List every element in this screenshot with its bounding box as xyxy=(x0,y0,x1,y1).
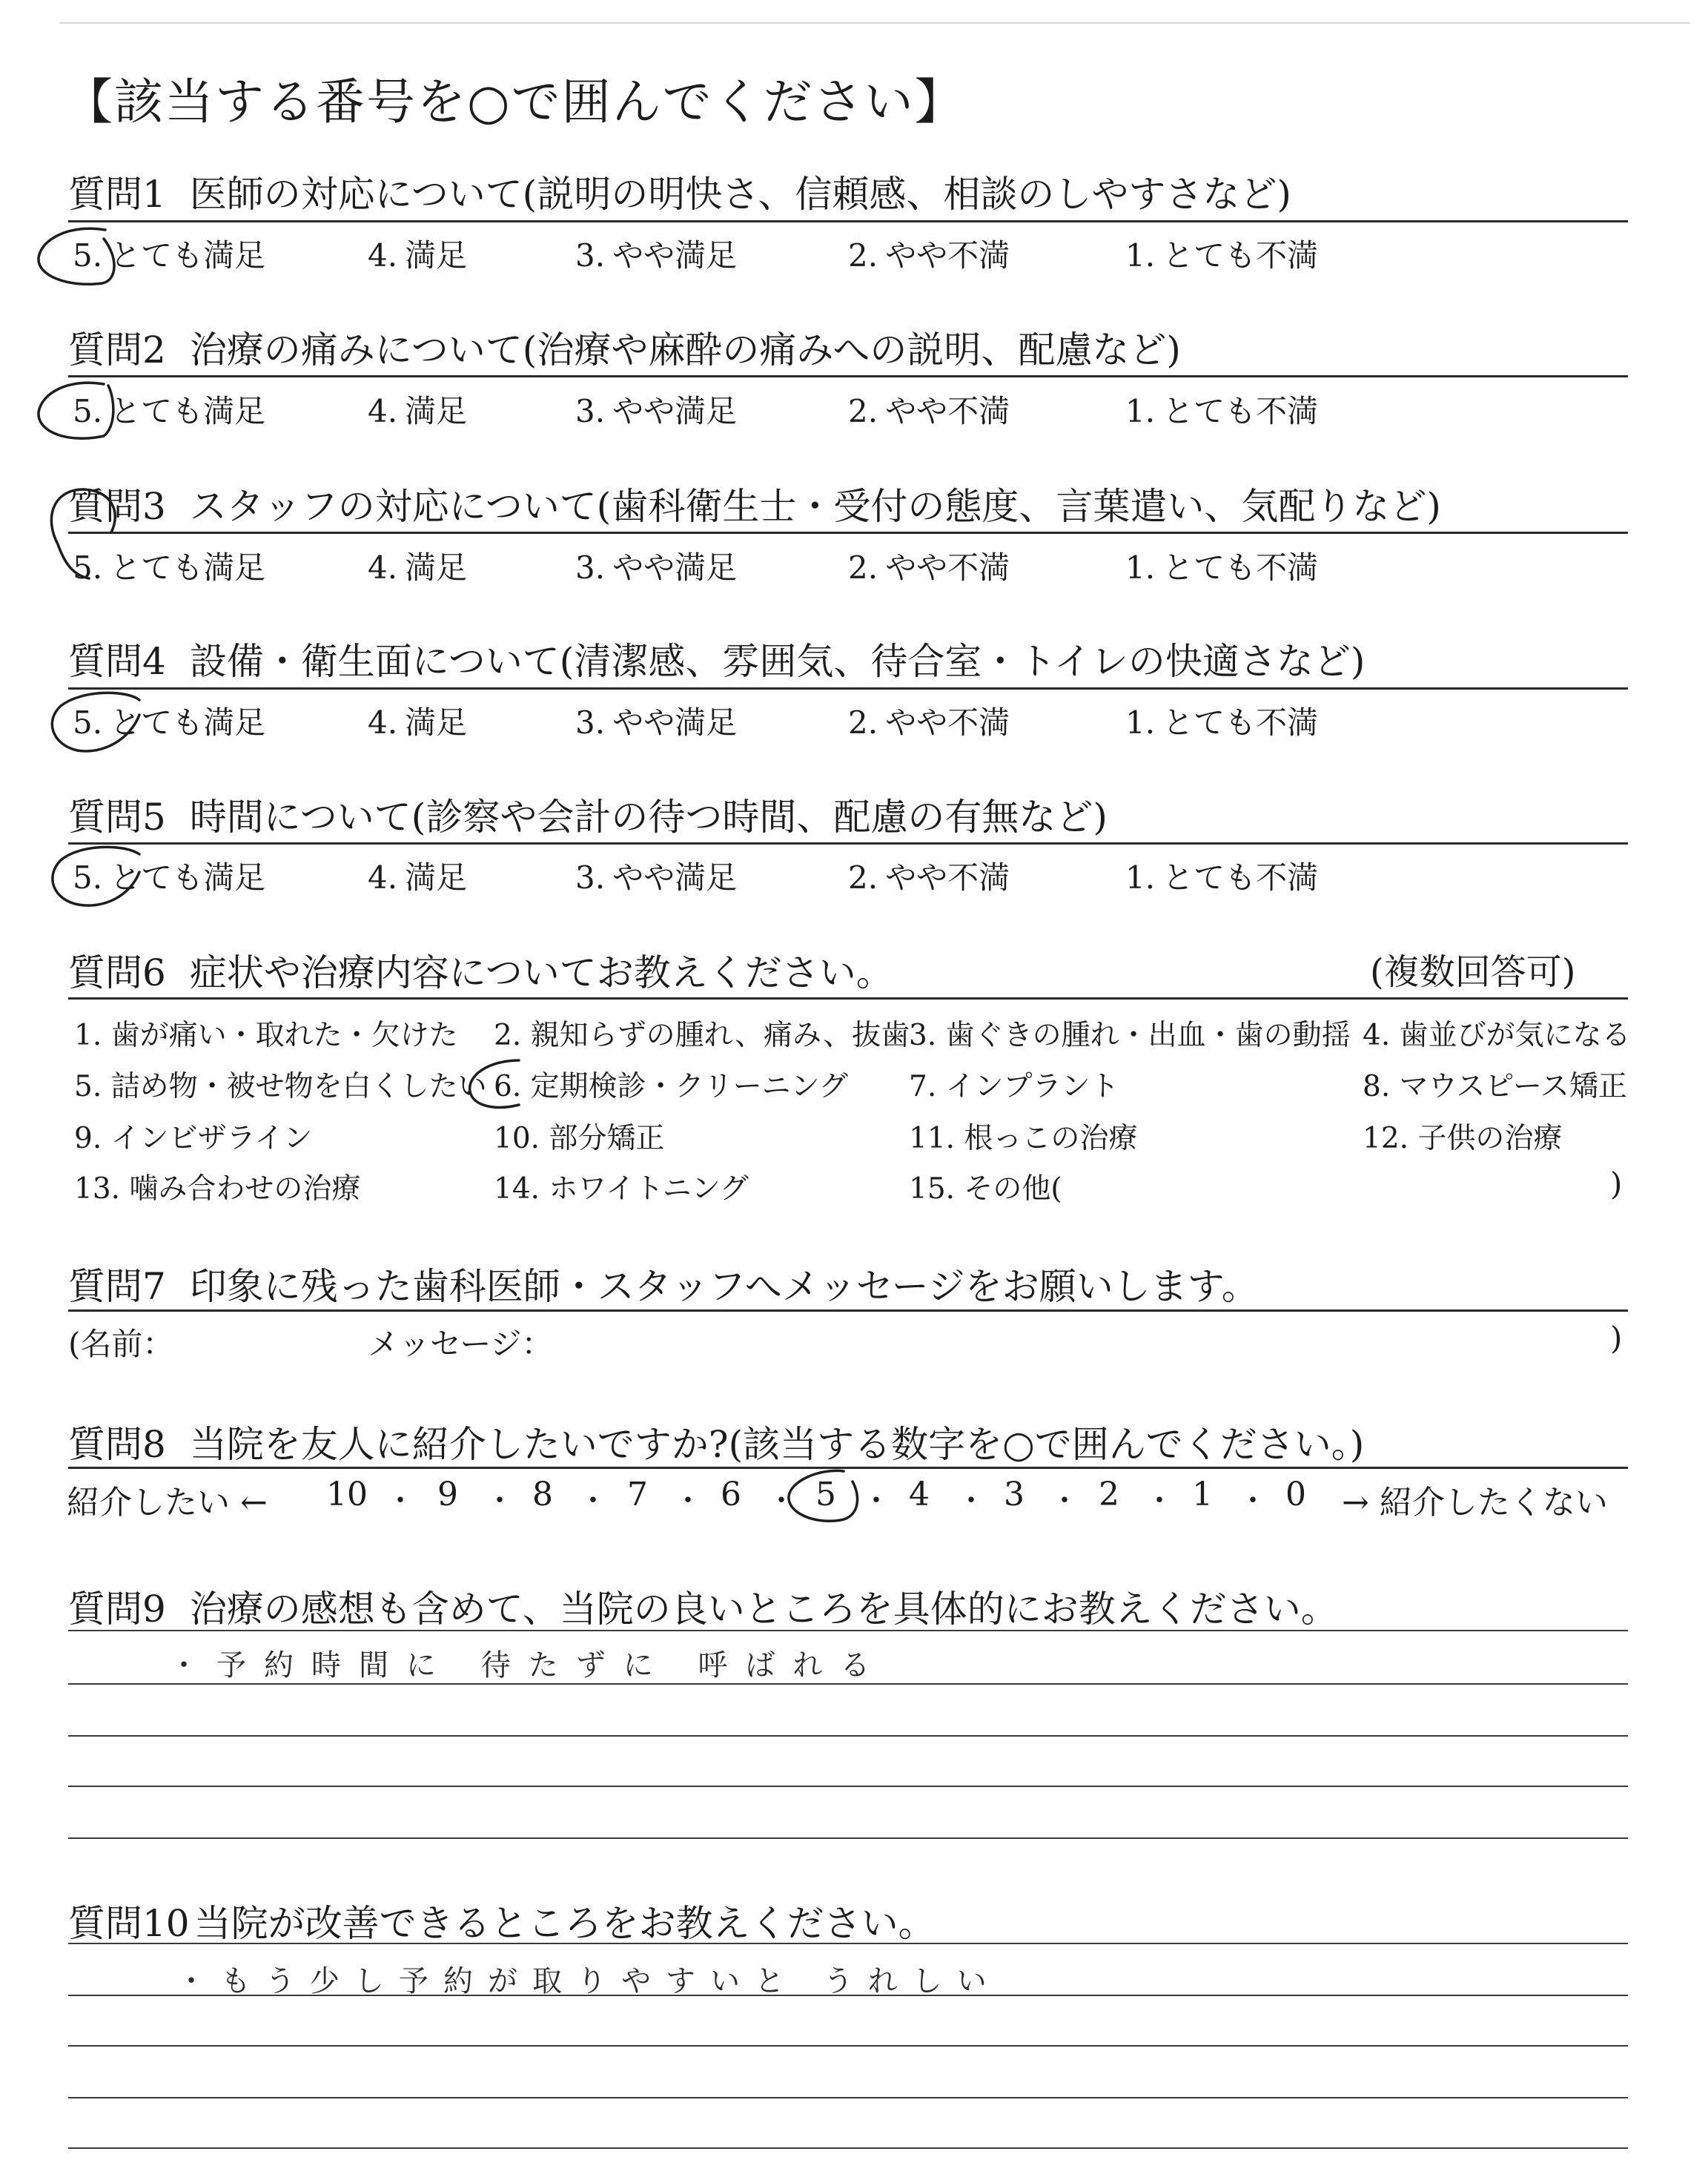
q6-option-1[interactable]: 1. 歯が痛い・取れた・欠けた xyxy=(74,1019,458,1052)
q2-option-5[interactable]: 5. とても満足 xyxy=(73,393,266,429)
recommend-right-label: → 紹介したくない xyxy=(1342,1484,1608,1522)
q4-option-3[interactable]: 3. やや満足 xyxy=(575,704,738,741)
q6-option-8[interactable]: 8. マウスピース矯正 xyxy=(1363,1070,1627,1103)
question-2-rule xyxy=(68,375,1628,377)
question-10-number: 質問10 xyxy=(68,1902,190,1945)
top-border xyxy=(59,22,1690,24)
q6-option-10[interactable]: 10. 部分矯正 xyxy=(494,1122,665,1155)
question-3-rule xyxy=(68,532,1628,534)
question-6-text: 症状や治療内容についてお教えください。 xyxy=(189,951,893,994)
question-1-number: 質問1 xyxy=(68,173,166,216)
name-label: (名前： xyxy=(68,1326,174,1362)
q9-writing-line xyxy=(68,1735,1628,1737)
question-3-text: スタッフの対応について(歯科衛生士・受付の態度、言葉遣い、気配りなど) xyxy=(189,485,1441,528)
scale-2[interactable]: 2 xyxy=(1099,1476,1119,1513)
q1-option-2[interactable]: 2. やや不満 xyxy=(848,237,1010,274)
question-8-rule xyxy=(68,1467,1628,1469)
question-6-number: 質問6 xyxy=(68,951,166,994)
q9-writing-line xyxy=(68,1683,1628,1685)
scale-separator: ・ xyxy=(1050,1484,1079,1518)
q6-option-3[interactable]: 3. 歯ぐきの腫れ・出血・歯の動揺 xyxy=(909,1019,1351,1052)
q6-option-9[interactable]: 9. インビザライン xyxy=(74,1122,313,1155)
q3-option-1[interactable]: 1. とても不満 xyxy=(1125,549,1319,586)
scale-10[interactable]: 10 xyxy=(326,1476,368,1513)
scale-separator: ・ xyxy=(673,1484,703,1518)
message-label: メッセージ： xyxy=(368,1326,553,1362)
q9-handwritten-answer[interactable]: ・予約時間に 待たずに 呼ばれる xyxy=(169,1648,888,1682)
q6-other-close-paren: ) xyxy=(1610,1166,1623,1202)
question-1-text: 医師の対応について(説明の明快さ、信頼感、相談のしやすさなど) xyxy=(189,173,1291,216)
multiple-answers-note: (複数回答可) xyxy=(1370,951,1576,993)
scale-separator: ・ xyxy=(767,1484,796,1518)
q1-option-3[interactable]: 3. やや満足 xyxy=(575,237,738,274)
question-6-title xyxy=(68,943,893,997)
scale-1[interactable]: 1 xyxy=(1192,1476,1213,1513)
instruction-header: 【該当する番号を○で囲んでください】 xyxy=(64,73,965,131)
scale-separator: ・ xyxy=(1145,1484,1174,1518)
q4-option-2[interactable]: 2. やや不満 xyxy=(848,704,1010,741)
scale-6[interactable]: 6 xyxy=(721,1476,741,1513)
question-5-title xyxy=(68,787,1108,841)
question-5-rule xyxy=(68,842,1628,845)
q6-option-7[interactable]: 7. インプラント xyxy=(909,1070,1119,1103)
scale-separator: ・ xyxy=(385,1484,415,1518)
q10-writing-line xyxy=(68,2147,1628,2149)
q5-option-4[interactable]: 4. 満足 xyxy=(368,859,468,896)
question-4-title xyxy=(68,632,1365,685)
question-6-rule xyxy=(68,997,1628,1000)
scale-separator: ・ xyxy=(578,1484,608,1518)
q4-option-4[interactable]: 4. 満足 xyxy=(368,704,468,741)
q6-option-15[interactable]: 15. その他( xyxy=(909,1172,1062,1206)
q6-option-13[interactable]: 13. 噛み合わせの治療 xyxy=(74,1172,361,1206)
scale-7[interactable]: 7 xyxy=(627,1476,648,1513)
scale-separator: ・ xyxy=(956,1484,986,1518)
question-8-title xyxy=(68,1415,1364,1468)
message-close-paren: ) xyxy=(1610,1320,1623,1356)
q5-option-2[interactable]: 2. やや不満 xyxy=(848,859,1010,896)
q10-handwritten-answer[interactable]: ・もう少し予約が取りやすいと うれしい xyxy=(176,1964,1002,1998)
question-1-rule xyxy=(68,220,1628,222)
q9-writing-line xyxy=(68,1786,1628,1787)
question-10-text: 当院が改善できるところをお教えください。 xyxy=(193,1902,936,1945)
question-9-number: 質問9 xyxy=(68,1588,166,1631)
q2-option-2[interactable]: 2. やや不満 xyxy=(848,393,1010,429)
q9-writing-line xyxy=(68,1630,1628,1631)
question-2-text: 治療の痛みについて(治療や麻酔の痛みへの説明、配慮など) xyxy=(189,328,1181,371)
q4-option-5[interactable]: 5. とても満足 xyxy=(73,704,266,741)
q3-option-2[interactable]: 2. やや不満 xyxy=(848,549,1010,586)
question-5-number: 質問5 xyxy=(68,796,166,839)
q9-writing-line xyxy=(68,1837,1628,1839)
question-3-title xyxy=(68,477,1441,530)
recommend-left-label: 紹介したい ← xyxy=(67,1484,268,1522)
question-1-title xyxy=(68,165,1291,218)
q4-option-1[interactable]: 1. とても不満 xyxy=(1125,704,1319,741)
q6-option-11[interactable]: 11. 根っこの治療 xyxy=(909,1122,1138,1155)
question-2-title xyxy=(68,320,1181,374)
q6-option-2[interactable]: 2. 親知らずの腫れ、痛み、抜歯 xyxy=(494,1019,910,1052)
q6-option-5[interactable]: 5. 詰め物・被せ物を白くしたい xyxy=(74,1070,487,1103)
q2-option-1[interactable]: 1. とても不満 xyxy=(1125,393,1319,429)
question-7-number: 質問7 xyxy=(68,1265,166,1308)
q5-option-3[interactable]: 3. やや満足 xyxy=(575,859,738,896)
question-9-title xyxy=(68,1579,1338,1633)
q2-option-3[interactable]: 3. やや満足 xyxy=(575,393,738,429)
q10-writing-line xyxy=(68,2045,1628,2047)
question-10-title xyxy=(68,1894,936,1947)
scale-0[interactable]: 0 xyxy=(1285,1476,1306,1513)
scale-separator: ・ xyxy=(1238,1484,1268,1518)
question-8-text: 当院を友人に紹介したいですか?(該当する数字を○で囲んでください。) xyxy=(189,1423,1365,1466)
q3-option-5[interactable]: 5. とても満足 xyxy=(73,549,266,586)
q6-option-12[interactable]: 12. 子供の治療 xyxy=(1363,1122,1563,1155)
scale-separator: ・ xyxy=(861,1484,891,1518)
q6-option-4[interactable]: 4. 歯並びが気になる xyxy=(1363,1019,1631,1052)
q1-option-5[interactable]: 5. とても満足 xyxy=(73,237,266,274)
scale-separator: ・ xyxy=(485,1484,514,1518)
scale-9[interactable]: 9 xyxy=(437,1476,458,1513)
question-2-number: 質問2 xyxy=(68,328,166,371)
question-7-title xyxy=(68,1257,1259,1310)
question-8-number: 質問8 xyxy=(68,1423,166,1466)
q1-option-4[interactable]: 4. 満足 xyxy=(368,237,468,274)
question-9-text: 治療の感想も含めて、当院の良いところを具体的にお教えください。 xyxy=(189,1588,1338,1631)
q6-option-14[interactable]: 14. ホワイトニング xyxy=(494,1172,749,1206)
q5-option-5[interactable]: 5. とても満足 xyxy=(73,859,266,896)
q3-option-4[interactable]: 4. 満足 xyxy=(368,549,468,586)
q10-writing-line xyxy=(68,1995,1628,1996)
question-7-rule xyxy=(68,1309,1628,1312)
q3-option-3[interactable]: 3. やや満足 xyxy=(575,549,738,586)
question-4-text: 設備・衛生面について(清潔感、雰囲気、待合室・トイレの快適さなど) xyxy=(189,640,1366,683)
scale-3[interactable]: 3 xyxy=(1004,1476,1025,1513)
q10-writing-line xyxy=(68,1943,1628,1944)
question-7-text: 印象に残った歯科医師・スタッフへメッセージをお願いします。 xyxy=(189,1265,1259,1308)
q2-option-4[interactable]: 4. 満足 xyxy=(368,393,468,429)
question-4-rule xyxy=(68,687,1628,690)
q5-option-1[interactable]: 1. とても不満 xyxy=(1125,859,1319,896)
q10-writing-line xyxy=(68,2097,1628,2098)
q6-option-6[interactable]: 6. 定期検診・クリーニング xyxy=(494,1070,848,1103)
question-5-text: 時間について(診察や会計の待つ時間、配慮の有無など) xyxy=(189,796,1108,839)
question-3-number: 質問3 xyxy=(68,485,166,528)
q1-option-1[interactable]: 1. とても不満 xyxy=(1125,237,1319,274)
scale-4[interactable]: 4 xyxy=(909,1476,930,1513)
scale-8[interactable]: 8 xyxy=(532,1476,553,1513)
question-4-number: 質問4 xyxy=(68,640,166,683)
scale-5[interactable]: 5 xyxy=(815,1476,836,1513)
